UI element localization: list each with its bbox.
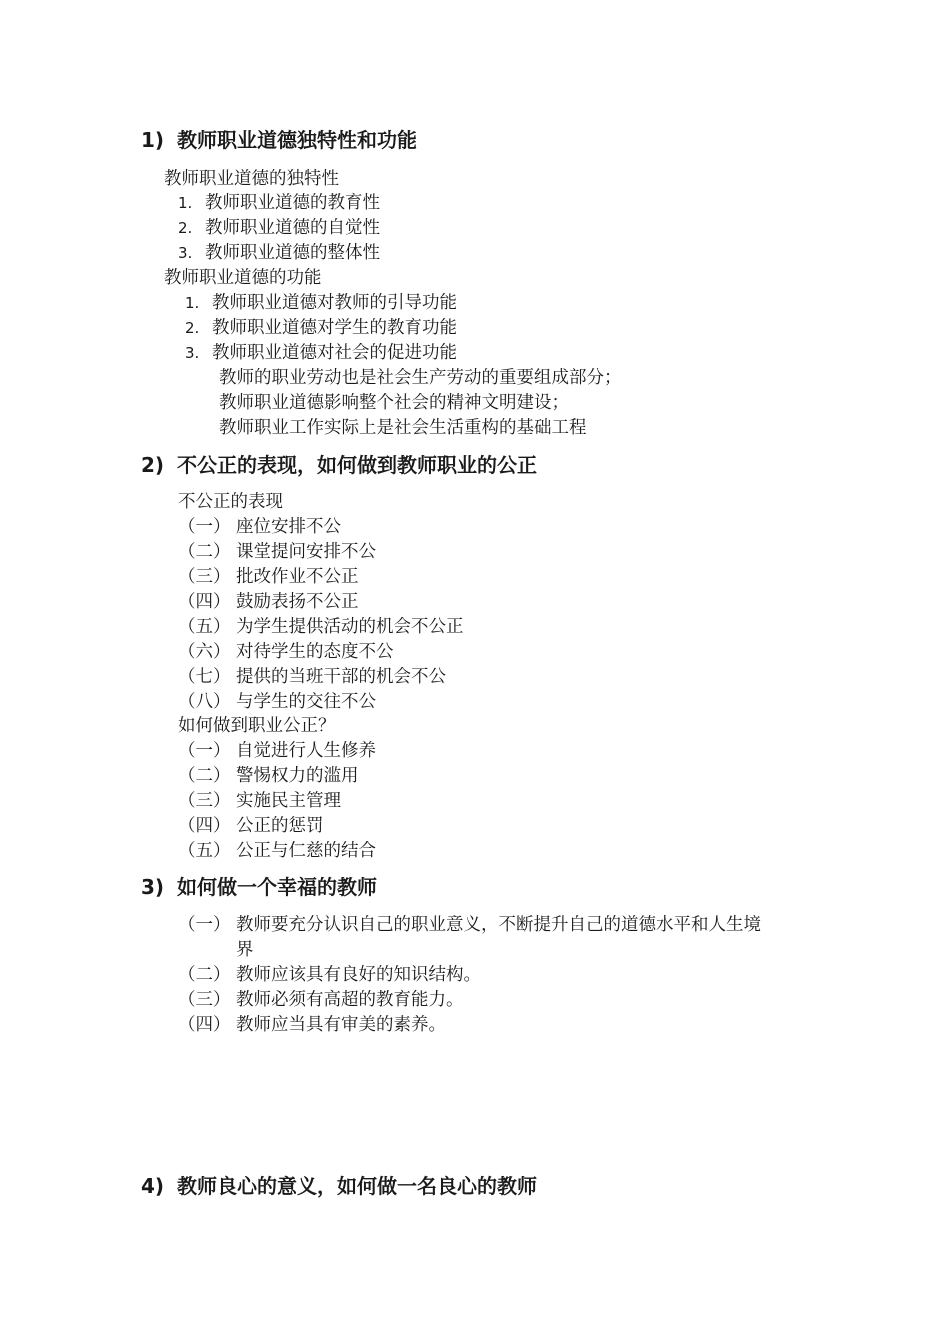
section-1-subheading-2: 教师职业道德的功能 (164, 268, 322, 288)
section-3-number: 3) (141, 875, 165, 899)
list-item: 3. 教师职业道德的整体性 (178, 243, 380, 263)
list-item: （四） 公正的惩罚 (178, 816, 324, 836)
list-item: 2. 教师职业道德的自觉性 (178, 218, 380, 238)
list-item-continuation: 界 (236, 940, 254, 960)
list-item: 1. 教师职业道德的教育性 (178, 193, 380, 213)
note-line: 教师职业工作实际上是社会生活重构的基础工程 (219, 418, 587, 438)
list-item: （四） 鼓励表扬不公正 (178, 592, 359, 612)
note-line: 教师的职业劳动也是社会生产劳动的重要组成部分； (219, 368, 622, 388)
section-4-heading (141, 1172, 537, 1200)
note-line: 教师职业道德影响整个社会的精神文明建设； (219, 393, 569, 413)
list-item: （二） 教师应该具有良好的知识结构。 (178, 965, 481, 985)
section-1-number: 1) (141, 128, 165, 152)
section-1-heading (141, 126, 417, 154)
list-item: （一） 教师要充分认识自己的职业意义，不断提升自己的道德水平和人生境 (178, 915, 761, 935)
list-item: （三） 教师必须有高超的教育能力。 (178, 990, 464, 1010)
list-item: 3. 教师职业道德对社会的促进功能 (185, 343, 457, 363)
list-item: （二） 课堂提问安排不公 (178, 542, 376, 562)
section-1-subheading-1: 教师职业道德的独特性 (164, 169, 339, 189)
section-2-heading (141, 451, 537, 479)
section-3-title: 如何做一个幸福的教师 (177, 875, 377, 899)
list-item: （五） 公正与仁慈的结合 (178, 841, 376, 861)
list-item: （五） 为学生提供活动的机会不公正 (178, 617, 464, 637)
section-2-subheading-1: 不公正的表现 (178, 492, 283, 512)
section-2-number: 2) (141, 453, 165, 477)
section-2-subheading-2: 如何做到职业公正？ (178, 716, 336, 736)
list-item: （六） 对待学生的态度不公 (178, 642, 394, 662)
list-item: （一） 自觉进行人生修养 (178, 741, 376, 761)
list-item: 2. 教师职业道德对学生的教育功能 (185, 318, 457, 338)
section-1-title: 教师职业道德独特性和功能 (177, 128, 417, 152)
section-4-number: 4) (141, 1174, 165, 1198)
section-3-heading (141, 873, 377, 901)
section-4-title: 教师良心的意义，如何做一名良心的教师 (177, 1174, 537, 1198)
list-item: （一） 座位安排不公 (178, 517, 341, 537)
list-item: （八） 与学生的交往不公 (178, 692, 376, 712)
list-item: （三） 批改作业不公正 (178, 567, 359, 587)
section-2-title: 不公正的表现，如何做到教师职业的公正 (177, 453, 537, 477)
list-item: （七） 提供的当班干部的机会不公 (178, 667, 446, 687)
list-item: （二） 警惕权力的滥用 (178, 766, 359, 786)
list-item: （三） 实施民主管理 (178, 791, 341, 811)
list-item: 1. 教师职业道德对教师的引导功能 (185, 293, 457, 313)
list-item: （四） 教师应当具有审美的素养。 (178, 1015, 446, 1035)
